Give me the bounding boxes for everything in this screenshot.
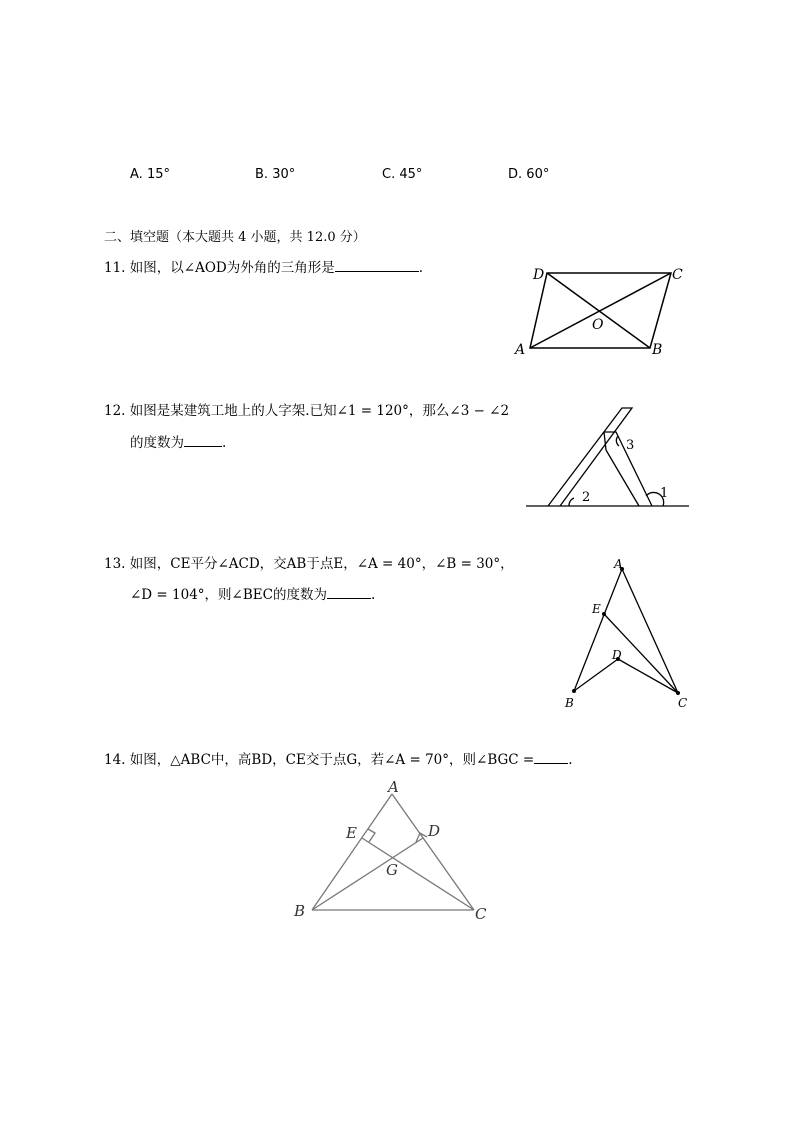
side-dc bbox=[618, 659, 678, 693]
label-a: A bbox=[515, 342, 526, 358]
label-3: 3 bbox=[626, 438, 635, 453]
option-value: 45° bbox=[399, 167, 423, 182]
label-a: A bbox=[388, 778, 399, 796]
side-ac bbox=[392, 794, 474, 910]
right-angle-mark-e bbox=[368, 829, 375, 842]
question-text: 的度数为 bbox=[130, 435, 184, 451]
question-text: ∠D = 104°，则∠BEC的度数为 bbox=[130, 587, 327, 603]
figure-14-triangle bbox=[290, 776, 495, 926]
point-e bbox=[602, 612, 606, 616]
figure-13-triangle bbox=[558, 552, 698, 717]
label-c: C bbox=[678, 696, 688, 710]
label-a: A bbox=[614, 557, 623, 571]
label-b: B bbox=[294, 902, 306, 920]
answer-blank[interactable] bbox=[184, 434, 222, 447]
figure-12-ladder bbox=[524, 402, 694, 514]
label-b: B bbox=[652, 342, 663, 358]
option-value: 60° bbox=[526, 167, 550, 182]
label-e: E bbox=[592, 602, 601, 616]
answer-blank[interactable] bbox=[327, 586, 371, 599]
question-text: 如图，以∠AOD为外角的三角形是 bbox=[129, 260, 335, 276]
side-ab bbox=[312, 794, 392, 910]
option-letter: D. bbox=[508, 167, 523, 182]
question-text: 如图，△ABC中，高BD，CE交于点G，若∠A = 70°，则∠BGC = bbox=[129, 752, 535, 768]
label-o: O bbox=[592, 317, 604, 333]
side-ab bbox=[574, 569, 622, 691]
option-value: 15° bbox=[146, 167, 170, 182]
altitude-bd bbox=[312, 838, 423, 910]
question-number: 14. bbox=[104, 752, 126, 768]
option-letter: C. bbox=[382, 167, 396, 182]
option-value: 30° bbox=[272, 167, 296, 182]
option-a bbox=[130, 166, 170, 184]
point-c bbox=[676, 691, 680, 695]
question-12-line2 bbox=[130, 434, 226, 452]
question-11 bbox=[104, 259, 423, 277]
question-number: 11. bbox=[104, 260, 126, 276]
label-1: 1 bbox=[660, 486, 669, 501]
question-end: . bbox=[568, 752, 573, 768]
question-end: . bbox=[222, 435, 227, 451]
label-d: D bbox=[428, 822, 441, 840]
label-b: B bbox=[565, 696, 574, 710]
short-board-top bbox=[604, 432, 606, 450]
label-d: D bbox=[533, 267, 545, 283]
short-board-inner bbox=[606, 450, 639, 506]
diagonal-ca bbox=[530, 273, 671, 348]
label-g: G bbox=[386, 861, 398, 879]
label-d: D bbox=[612, 648, 622, 662]
point-b bbox=[572, 689, 576, 693]
question-number: 12. bbox=[104, 403, 126, 419]
label-e: E bbox=[346, 824, 357, 842]
label-c: C bbox=[672, 267, 683, 283]
question-14 bbox=[104, 751, 573, 769]
option-c bbox=[382, 166, 422, 184]
label-2: 2 bbox=[582, 490, 591, 505]
option-b bbox=[255, 166, 295, 184]
question-end: . bbox=[370, 587, 376, 603]
figure-11-parallelogram bbox=[505, 258, 705, 363]
question-13-line1 bbox=[104, 555, 514, 573]
question-13-line2 bbox=[130, 586, 375, 604]
option-letter: A. bbox=[130, 167, 143, 182]
answer-blank[interactable] bbox=[534, 751, 568, 764]
option-d bbox=[508, 166, 549, 184]
diagonal-db bbox=[547, 273, 650, 348]
label-c: C bbox=[475, 905, 487, 923]
section-title: 二、填空题（本大题共 4 小题，共 12.0 分） bbox=[104, 230, 366, 245]
question-text: 如图，CE平分∠ACD，交AB于点E，∠A = 40°，∠B = 30°， bbox=[129, 556, 514, 572]
question-12-line1 bbox=[104, 402, 509, 420]
question-text: 如图是某建筑工地上的人字架.已知∠1 = 120°，那么∠3 − ∠2 bbox=[129, 403, 510, 419]
side-ac bbox=[622, 569, 678, 693]
answer-blank[interactable] bbox=[335, 259, 419, 272]
altitude-ce bbox=[362, 838, 474, 910]
angle-2-arc bbox=[569, 498, 574, 506]
question-end: . bbox=[418, 260, 424, 276]
option-letter: B. bbox=[255, 167, 269, 182]
question-number: 13. bbox=[104, 556, 126, 572]
